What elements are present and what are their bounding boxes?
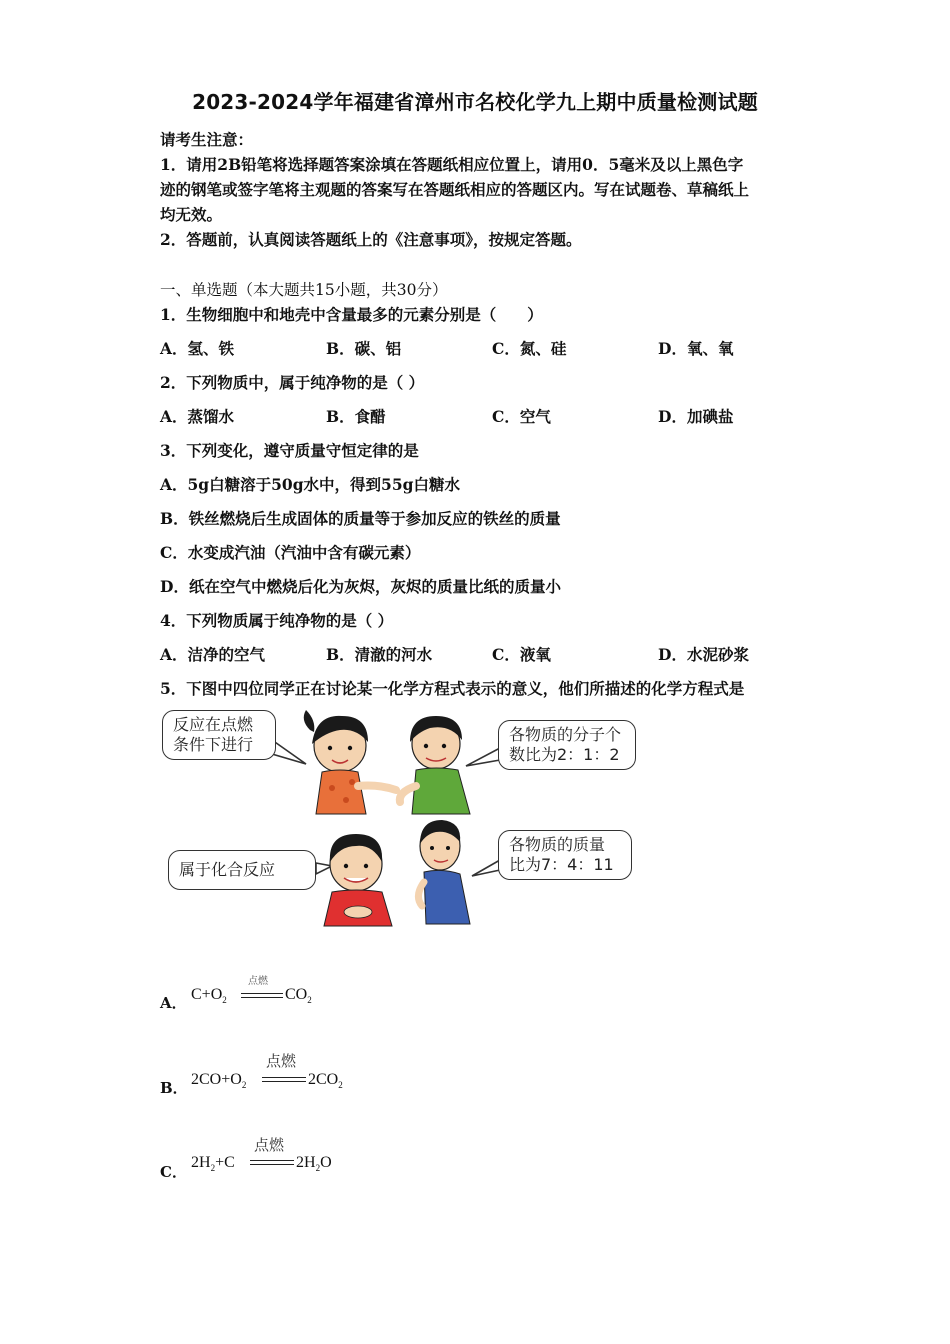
notice-item-1: 1．请用2B铅笔将选择题答案涂填在答题纸相应位置上，请用0．5毫米及以上黑色字 xyxy=(160,155,744,174)
answer-b-reactants-text: 2CO+O xyxy=(191,1071,242,1088)
answer-a-condition: 点燃 xyxy=(248,976,268,987)
question-2-option-c: C．空气 xyxy=(492,407,551,426)
answer-c-product-text-b: O xyxy=(320,1154,332,1171)
question-3-option-a: A．5g白糖溶于50g水中，得到55g白糖水 xyxy=(160,475,460,494)
question-2-option-a: A．蒸馏水 xyxy=(160,407,235,426)
question-3-option-c: C．水变成汽油（汽油中含有碳元素） xyxy=(160,543,421,562)
speech-bubble-2-line-2: 数比为2：1：2 xyxy=(509,745,620,764)
boy-student-blue xyxy=(418,820,470,924)
answer-a-product-subscript: 2 xyxy=(307,995,312,1006)
bubble-tail-1 xyxy=(272,740,306,764)
answer-a-reactants-text: C+O xyxy=(191,986,223,1003)
question-1-option-c: C．氮、硅 xyxy=(492,339,567,358)
answer-b-product-text: 2CO xyxy=(308,1071,339,1088)
speech-bubble-4-line-2: 比为7：4：11 xyxy=(509,855,614,874)
answer-a-product xyxy=(285,986,312,1005)
question-5-stem: 5．下图中四位同学正在讨论某一化学方程式表示的意义，他们所描述的化学方程式是 xyxy=(160,679,745,698)
page-title: 2023-2024学年福建省漳州市名校化学九上期中质量检测试题 xyxy=(192,90,758,114)
answer-c-equals xyxy=(250,1160,294,1165)
answer-a-label: A． xyxy=(160,994,187,1012)
question-2-option-b: B．食醋 xyxy=(326,407,386,426)
question-3-option-b: B．铁丝燃烧后生成固体的质量等于参加反应的铁丝的质量 xyxy=(160,509,561,528)
answer-b-product xyxy=(308,1071,343,1090)
girl-student xyxy=(304,710,396,814)
question-3-stem: 3．下列变化，遵守质量守恒定律的是 xyxy=(160,441,419,460)
answer-b-product-subscript: 2 xyxy=(338,1080,343,1091)
speech-bubble-1-line-2: 条件下进行 xyxy=(173,735,254,754)
answer-b-label: B． xyxy=(160,1079,188,1097)
question-3-option-d: D．纸在空气中燃烧后化为灰烬，灰烬的质量比纸的质量小 xyxy=(160,577,561,596)
speech-bubble-3 xyxy=(168,850,316,890)
answer-b-reactants-subscript: 2 xyxy=(241,1080,247,1091)
answer-c-product-subscript: 2 xyxy=(315,1163,321,1174)
speech-bubble-3-text: 属于化合反应 xyxy=(179,860,276,879)
question-4-option-b: B．清澈的河水 xyxy=(326,645,433,664)
answer-a-equals xyxy=(241,993,283,998)
notice-item-2: 2．答题前，认真阅读答题纸上的《注意事项》，按规定答题。 xyxy=(160,230,582,249)
answer-b-reactants xyxy=(191,1071,246,1090)
answer-b-condition: 点燃 xyxy=(266,1052,297,1070)
answer-c-reactants-text-b: +C xyxy=(215,1154,235,1171)
question-1-option-a: A．氢、铁 xyxy=(160,339,235,358)
question-1-stem: 1．生物细胞中和地壳中含量最多的元素分别是（ ） xyxy=(160,305,543,324)
notice-item-1-cont: 迹的钢笔或签字笔将主观题的答案写在答题纸相应的答题区内。写在试题卷、草稿纸上 xyxy=(160,180,750,199)
speech-bubble-4-line-1: 各物质的质量 xyxy=(509,835,606,854)
answer-a-reactants xyxy=(191,986,227,1005)
boy-student-green xyxy=(400,716,470,814)
speech-bubble-2 xyxy=(498,720,636,770)
section-heading: 一、单选题（本大题共15小题，共30分） xyxy=(160,281,448,299)
answer-a-reactants-subscript: 2 xyxy=(222,995,227,1006)
question-2-option-d: D．加碘盐 xyxy=(658,407,734,426)
boy-student-red xyxy=(324,834,392,926)
question-1-option-b: B．碳、铝 xyxy=(326,339,402,358)
question-2-stem: 2．下列物质中，属于纯净物的是（ ） xyxy=(160,373,425,392)
answer-a-product-text: CO xyxy=(285,986,308,1003)
answer-c-product-text-a: 2H xyxy=(296,1154,316,1171)
answer-c-product xyxy=(296,1154,332,1173)
speech-bubble-4 xyxy=(498,830,632,880)
answer-c-label: C． xyxy=(160,1163,187,1181)
bubble-tail-4 xyxy=(472,860,500,876)
speech-bubble-1 xyxy=(162,710,276,760)
notice-heading: 请考生注意： xyxy=(160,130,254,149)
answer-c-reactants-text-a: 2H xyxy=(191,1154,211,1171)
answer-c-reactants xyxy=(191,1154,235,1173)
notice-item-1-end: 均无效。 xyxy=(160,205,223,224)
question-1-option-d: D．氧、氧 xyxy=(658,339,734,358)
question-4-option-d: D．水泥砂浆 xyxy=(658,645,749,664)
question-4-option-c: C．液氧 xyxy=(492,645,551,664)
answer-b-equals xyxy=(262,1077,306,1082)
answer-c-condition: 点燃 xyxy=(254,1136,285,1154)
question-4-option-a: A．洁净的空气 xyxy=(160,645,266,664)
question-4-stem: 4．下列物质属于纯净物的是（ ） xyxy=(160,611,394,630)
bubble-tail-2 xyxy=(466,748,500,766)
discussion-figure xyxy=(160,706,640,931)
speech-bubble-1-line-1: 反应在点燃 xyxy=(173,715,254,734)
speech-bubble-2-line-1: 各物质的分子个 xyxy=(509,725,622,744)
answer-c-reactants-subscript: 2 xyxy=(210,1163,216,1174)
